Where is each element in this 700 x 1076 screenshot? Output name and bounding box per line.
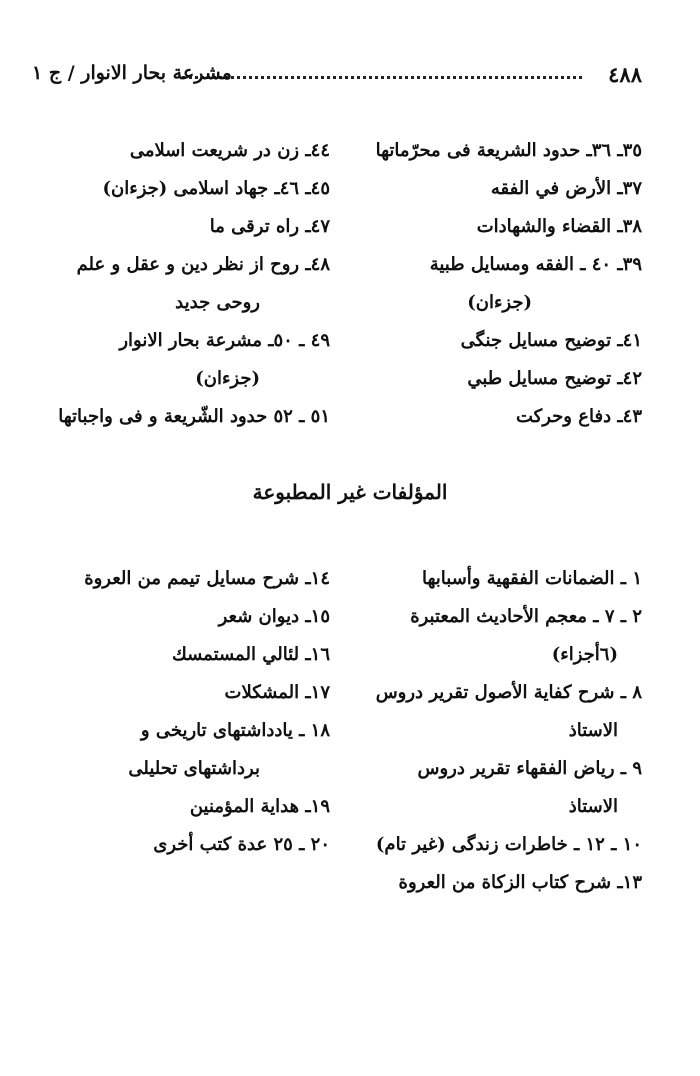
list-item: ٤٩ ـ ٥٠ـ مشرعة بحار الانوار	[119, 330, 330, 351]
list-item: ٢٠ ـ ٢٥ عدة كتب أخرى	[153, 834, 330, 855]
list-item: ٤٢ـ توضيح مسايل طبي	[467, 368, 642, 389]
running-title: مشرعة بحار الانوار / ج ١	[32, 62, 232, 84]
section-heading: المؤلفات غير المطبوعة	[252, 480, 448, 504]
list-item: ٣٩ـ ٤٠ ـ الفقه ومسايل طبية	[429, 254, 642, 275]
published-left-column	[20, 132, 330, 436]
list-item: ١٤ـ شرح مسايل تيمم من العروة	[84, 568, 330, 589]
list-item: ٥١ ـ ٥٢ حدود الشّريعة و فى واجباتها	[58, 406, 330, 427]
list-item: ٨ ـ شرح كفاية الأصول تقرير دروس	[375, 682, 642, 703]
list-item: ٤٥ـ ٤٦ـ جهاد اسلامى (جزءان)	[102, 178, 330, 199]
list-item-continuation: الاستاذ	[568, 796, 618, 817]
list-item: ١٠ ـ ١٢ ـ خاطرات زندگى (غير تام)	[375, 834, 642, 855]
list-item: ١٣ـ شرح كتاب الزكاة من العروة	[398, 872, 642, 893]
list-item-continuation: الاستاذ	[568, 720, 618, 741]
list-item: ١٩ـ هداية المؤمنين	[189, 796, 330, 817]
list-item-continuation: (جزءان)	[467, 292, 532, 313]
list-item: ٤٨ـ روح از نظر دين و عقل و علم	[76, 254, 330, 275]
list-item: ٤١ـ توضيح مسايل جنگى	[460, 330, 642, 351]
list-item: ٣٧ـ الأرض في الفقه	[490, 178, 642, 199]
list-item: ١٧ـ المشكلات	[224, 682, 330, 703]
list-item: ١ ـ الضمانات الفقهية وأسبابها	[422, 568, 642, 589]
list-item: ٢ ـ ٧ ـ معجم الأحاديث المعتبرة	[410, 606, 642, 627]
list-item-continuation: روحى جديد	[175, 292, 260, 313]
list-item-continuation: برداشتهاى تحليلى	[128, 758, 260, 779]
header-dot-leader	[182, 76, 582, 79]
list-item: ١٥ـ ديوان شعر	[218, 606, 330, 627]
unpublished-right-column	[342, 560, 642, 902]
page-header	[32, 62, 642, 92]
list-item-continuation: (٦أجزاء)	[551, 644, 618, 665]
list-item: ١٦ـ لئالي المستمسك	[171, 644, 330, 665]
published-right-column	[342, 132, 642, 436]
list-item: ٤٧ـ راه ترقى ما	[209, 216, 330, 237]
list-item: ٣٥ـ ٣٦ـ حدود الشريعة فى محرّماتها	[375, 140, 642, 161]
list-item: ٩ ـ رياض الفقهاء تقرير دروس	[417, 758, 642, 779]
list-item: ٤٤ـ زن در شريعت اسلامى	[129, 140, 330, 161]
list-item: ٣٨ـ القضاء والشهادات	[476, 216, 642, 237]
list-item: ١٨ ـ يادداشتهاى تاريخى و	[140, 720, 330, 741]
list-item: ٤٣ـ دفاع وحركت	[516, 406, 642, 427]
page-number: ٤٨٨	[608, 62, 642, 87]
unpublished-left-column	[20, 560, 330, 864]
list-item-continuation: (جزءان)	[195, 368, 260, 389]
